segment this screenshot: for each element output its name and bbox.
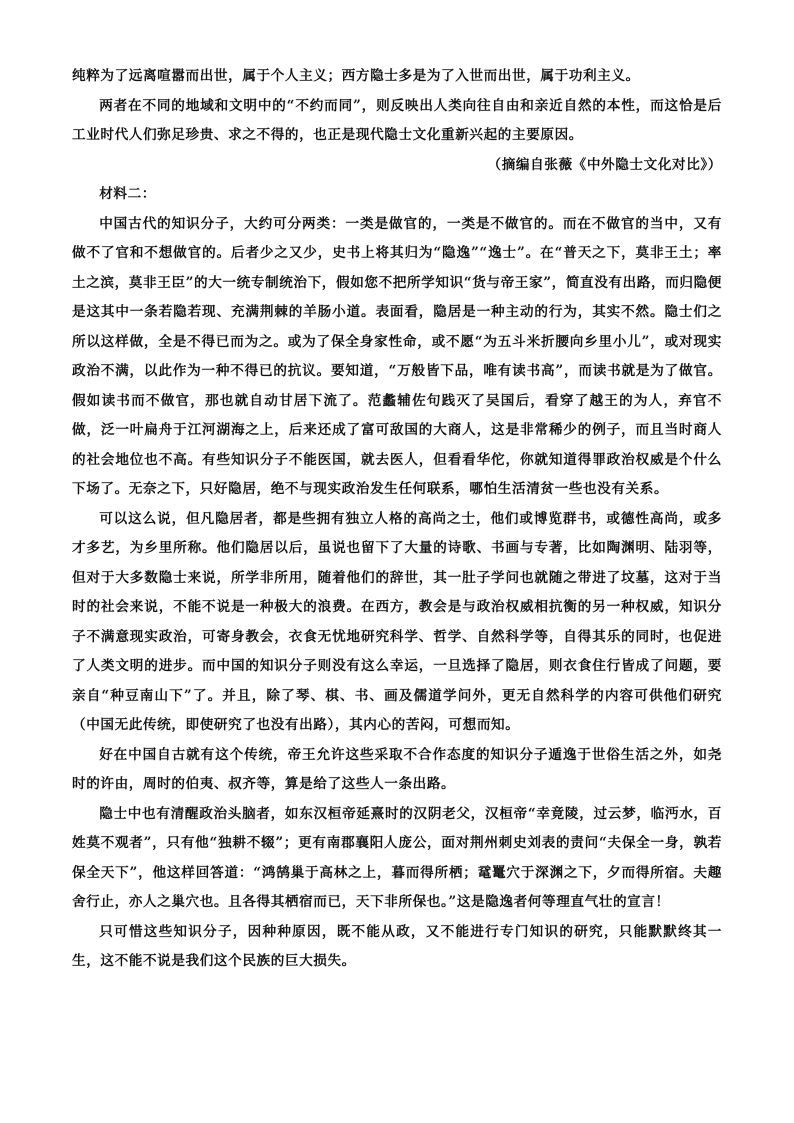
paragraph-hermits-character: 可以这么说，但凡隐居者，都是些拥有独立人格的高尚之士，他们或博览群书，或德性高尚，或多才多艺，为乡里所称。他们隐居以后，虽说也留下了大量的诗歌、书画与专著，比如陶渊明、陆羽等，但对于大多数隐士来说，所学非所用，随着他们的辞世，其一肚子学问也就随之带进了坟墓，这对于当时的社会来说，不能不说是一种极大的浪费。在西方，教会是与政治权威相抗衡的另一种权威，知识分子不满意现实政治，可寄身教会，衣食无忧地研究科学、哲学、自然科学等，自得其乐的同时，也促进了人类文明的进步。而中国的知识分子则没有这么幸运，一旦选择了隐居，则衣食住行皆成了问题，要亲自“种豆南山下”了。并且，除了琴、棋、书、画及儒道学问外，更无自然科学的内容可供他们研究（中国无此传统，即使研究了也没有出路），其内心的苦闷，可想而知。 bbox=[72, 510, 722, 733]
section-label: 材料二： bbox=[99, 186, 156, 202]
document-body bbox=[72, 62, 722, 977]
paragraph-intellectuals: 中国古代的知识分子，大约可分两类：一类是做官的，一类是不做官的。而在不做官的当中，又有做不了官和不想做官的。后者少之又少，史书上将其归为“隐逸”“逸士”。在“普天之下，莫非王土；率土之滨，莫非王臣”的大一统专制统治下，假如您不把所学知识“货与帝王家”，简直没有出路，而归隐便是这其中一条若隐若现、充满荆棘的羊肠小道。表面看，隐居是一种主动的行为，其实不然。隐士们之所以这样做，全是不得已而为之。或为了保全身家性命，或不愿“为五斗米折腰向乡里小儿”，或对现实政治不满，以此作为一种不得已的抗议。要知道，“万般皆下品，唯有读书高”，而读书就是为了做官。假如读书而不做官，那也就自动甘居下流了。范蠡辅佐句践灭了吴国后，看穿了越王的为人，弃官不做，泛一叶扁舟于江河湖海之上，后来还成了富可敌国的大商人，这是非常稀少的例子，而且当时商人的社会地位也不高。有些知识分子不能医国，就去医人，但看看华佗，你就知道得罪政治权威是个什么下场了。无奈之下，只好隐居，绝不与现实政治发生任何联系，哪怕生活清贫一些也没有关系。 bbox=[72, 215, 722, 497]
paragraph-political-hermits: 隐士中也有清醒政治头脑者，如东汉桓帝延熹时的汉阴老父，汉桓帝“幸竟陵，过云梦，临沔水，百姓莫不观者”，只有他“独耕不辍”；更有南郡襄阳人庞公，面对荆州刺史刘表的责问“夫保全一身，孰若保全天下”，他这样回答道：“鸿鹄巢于高林之上，暮而得所栖；鼋鼍穴于深渊之下，夕而得所宿。夫趣舍行止，亦人之巢穴也。且各得其栖宿而已，天下非所保也。”这是隐逸者何等理直气壮的宣言！ bbox=[72, 805, 722, 910]
source-citation: （摘编自张薇《中外隐士文化对比》） bbox=[487, 156, 722, 173]
paragraph-continuation: 纯粹为了远离喧嚣而出世，属于个人主义；西方隐士多是为了入世而出世，属于功利主义。 bbox=[72, 68, 640, 84]
paragraph-loss: 只可惜这些知识分子，因种种原因，既不能从政，又不能进行专门知识的研究，只能默默终其一生，这不能不说是我们这个民族的巨大损失。 bbox=[72, 923, 722, 969]
paragraph-conclusion: 两者在不同的地域和文明中的“不约而同”，则反映出人类向往自由和亲近自然的本性，而这恰是后工业时代人们弥足珍贵、求之不得的，也正是现代隐士文化重新兴起的主要原因。 bbox=[72, 97, 722, 143]
paragraph-tradition: 好在中国自古就有这个传统，帝王允许这些采取不合作态度的知识分子遁逸于世俗生活之外，如尧时的许由，周时的伯夷、叔齐等，算是给了这些人一条出路。 bbox=[72, 746, 722, 792]
